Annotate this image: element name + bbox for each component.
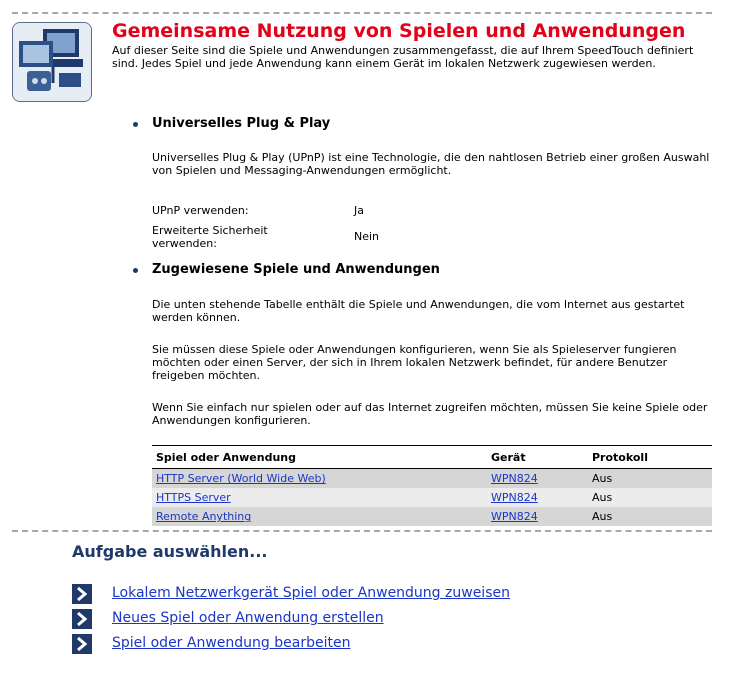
games-applications-icon <box>12 22 92 102</box>
protocol-cell: Aus <box>588 469 712 489</box>
task-section-title: Aufgabe auswählen... <box>72 542 268 561</box>
page-intro: Auf dieser Seite sind die Spiele und Anwendungen zusammengefasst, die auf Ihrem SpeedTouch definiert sind. Jedes Spiel und jede Anwendung kann einem Gerät im lokalen Netzwerk zugewiesen werden. <box>112 44 694 70</box>
upnp-description: Universelles Plug & Play (UPnP) ist eine Technologie, die den nahtlosen Betrieb einer großen Auswahl von Spielen und Messaging-Anwendungen ermöglicht. <box>152 151 710 177</box>
protocol-cell: Aus <box>588 507 712 526</box>
app-link[interactable]: HTTP Server (World Wide Web) <box>156 472 326 485</box>
extended-security-label: Erweiterte Sicherheit verwenden: <box>152 224 268 250</box>
device-link[interactable]: WPN824 <box>491 472 538 485</box>
assigned-paragraph-3: Wenn Sie einfach nur spielen oder auf das Internet zugreifen möchten, müssen Sie keine Spiele oder Anwendungen konfigurieren. <box>152 401 708 427</box>
bullet-icon <box>132 121 140 129</box>
table-row <box>152 469 712 489</box>
page-title: Gemeinsame Nutzung von Spielen und Anwendungen <box>112 20 686 42</box>
applications-table <box>152 445 712 526</box>
app-link[interactable]: Remote Anything <box>156 510 252 523</box>
assigned-paragraph-2: Sie müssen diese Spiele oder Anwendungen konfigurieren, wenn Sie als Spieleserver fungieren möchten oder einen Server, der sich in Ihrem lokalen Netzwerk befindet, für andere Benutzer freigeben möchten. <box>152 343 677 382</box>
task-link-create[interactable]: Neues Spiel oder Anwendung erstellen <box>112 610 384 626</box>
extended-security-value: Nein <box>354 230 380 243</box>
app-link[interactable]: HTTPS Server <box>156 491 231 504</box>
task-link-edit[interactable]: Spiel oder Anwendung bearbeiten <box>112 635 351 651</box>
table-row <box>152 507 712 526</box>
assigned-paragraph-1: Die unten stehende Tabelle enthält die Spiele und Anwendungen, die vom Internet aus gestartet werden können. <box>152 298 685 324</box>
upnp-section-title: Universelles Plug & Play <box>152 116 331 131</box>
task-link-assign[interactable]: Lokalem Netzwerkgerät Spiel oder Anwendung zuweisen <box>112 585 510 601</box>
arrow-right-icon[interactable] <box>72 609 92 629</box>
protocol-cell: Aus <box>588 488 712 507</box>
device-link[interactable]: WPN824 <box>491 491 538 504</box>
table-header-row <box>152 446 712 469</box>
top-divider <box>12 12 712 14</box>
arrow-right-icon[interactable] <box>72 634 92 654</box>
column-header-protocol: Protokoll <box>588 446 712 469</box>
table-row <box>152 488 712 507</box>
column-header-device: Gerät <box>487 446 588 469</box>
bullet-icon <box>132 267 140 275</box>
upnp-use-value: Ja <box>354 204 364 217</box>
upnp-use-label: UPnP verwenden: <box>152 204 249 217</box>
assigned-section-title: Zugewiesene Spiele und Anwendungen <box>152 262 440 277</box>
device-link[interactable]: WPN824 <box>491 510 538 523</box>
column-header-app: Spiel oder Anwendung <box>152 446 487 469</box>
arrow-right-icon[interactable] <box>72 584 92 604</box>
section-divider <box>12 530 712 532</box>
